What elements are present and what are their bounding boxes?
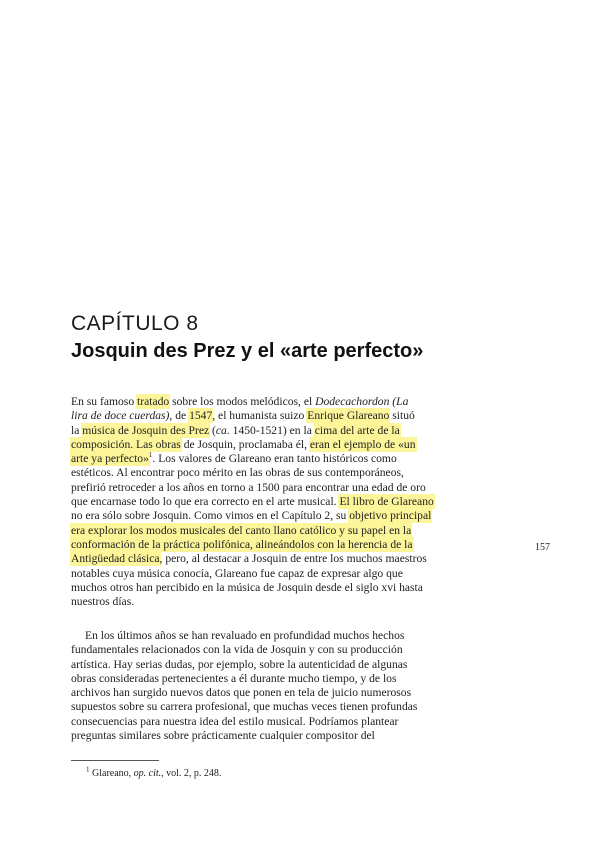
highlighted-text: eran el ejemplo de «un [309, 437, 416, 451]
footnote-text: Glareano, [89, 768, 134, 779]
highlighted-text: cima del arte de la [314, 423, 400, 437]
text-run: que encarnase todo lo que era correcto en el arte musical. [71, 495, 340, 509]
text-line: supuestos sobre su carrera profesional, que muchas veces tienen profundas [71, 700, 418, 714]
page-number: 157 [535, 542, 550, 553]
footnote-text: , vol. 2, p. 248. [161, 768, 222, 779]
text-line: notables cuya música conocía, Glareano fue capaz de expresar algo que [71, 566, 403, 580]
footnote-divider [71, 760, 159, 761]
text-line: En los últimos años se han revaluado en profundidad muchos hechos [85, 629, 405, 642]
text-run: , el humanista suizo [212, 409, 308, 423]
paragraph-1 [71, 395, 531, 609]
text-run: no era sólo sobre Josquin. Como vimos en el Capítulo 2, su [71, 509, 350, 523]
text-line [71, 524, 531, 538]
italic-title: Dodecachordon (La [315, 395, 409, 408]
highlighted-text: objetivo principal [349, 509, 432, 523]
highlighted-text: arte ya perfecto» [71, 452, 149, 466]
paragraph-2 [71, 629, 531, 743]
highlighted-text: conformación de la práctica polifónica, alineándolos con la herencia de la [71, 537, 413, 551]
text-run: , pero, al destacar a Josquin de entre los muchos maestros [159, 552, 427, 566]
highlighted-text: Enrique Glareano [307, 409, 390, 423]
text-line [71, 495, 531, 509]
text-line [71, 438, 531, 452]
text-line [71, 552, 531, 566]
italic-title: lira de doce cuerdas) [71, 409, 170, 423]
text-line [71, 424, 531, 438]
chapter-label: CAPÍTULO 8 [71, 312, 199, 335]
text-run: de Josquin, proclamaba él, [180, 437, 310, 451]
text-line: estéticos. Al encontrar poco mérito en las obras de sus contemporáneos, [71, 466, 404, 480]
text-run: sobre los modos melódicos, el [169, 395, 316, 408]
text-line: archivos han surgido nuevos datos que ponen en tela de juicio numerosos [71, 686, 412, 700]
text-run: En su famoso [71, 395, 138, 408]
text-run: , de [169, 409, 190, 423]
text-line: fundamentales relacionados con la vida de Josquin y con su producción [71, 643, 403, 657]
text-run: ( [209, 423, 216, 437]
text-line: obras consideradas pertenecientes a él durante mucho tiempo, y de los [71, 671, 397, 685]
footnote-number: 1 [86, 765, 90, 774]
text-line [71, 395, 531, 409]
text-line: nuestros días. [71, 595, 135, 609]
text-line: preguntas similares sobre prácticamente cualquier compositor del [71, 729, 375, 743]
text-line [71, 509, 531, 523]
footnote-marker[interactable]: 1 [148, 451, 153, 460]
text-line: muchos otros han percibido en la música de Josquin desde el siglo xvi hasta [71, 580, 423, 594]
text-line: prefirió retroceder a los años en torno a 1500 para encontrar una edad de oro [71, 480, 426, 494]
highlighted-text: tratado [137, 395, 170, 408]
text-run: la [71, 423, 83, 437]
text-line: consecuencias para nuestra idea del estilo musical. Podríamos plantear [71, 714, 399, 728]
highlighted-text: música de Josquin des Prez [82, 423, 210, 437]
text-run: 1450-1521) en la [229, 423, 315, 437]
highlighted-text: 1547 [189, 409, 213, 423]
chapter-title: Josquin des Prez y el «arte perfecto» [71, 340, 424, 362]
footnote-italic: op. cit. [133, 768, 162, 779]
footnote [86, 765, 222, 779]
text-line [71, 409, 531, 423]
highlighted-text: composición. Las obras [71, 437, 181, 451]
highlighted-text: Antigüedad clásica [71, 552, 160, 566]
highlighted-text: era explorar los modos musicales del canto llano católico y su papel en la [71, 523, 412, 537]
highlighted-text: El libro de Glareano [339, 495, 434, 509]
text-line [71, 538, 531, 552]
text-line [71, 452, 531, 466]
text-run: . Los valores de Glareano eran tanto históricos como [152, 452, 397, 466]
italic-abbrev: ca. [215, 423, 230, 437]
text-run: situó [389, 409, 415, 423]
text-line: artística. Hay serias dudas, por ejemplo, sobre la autenticidad de algunas [71, 657, 408, 671]
